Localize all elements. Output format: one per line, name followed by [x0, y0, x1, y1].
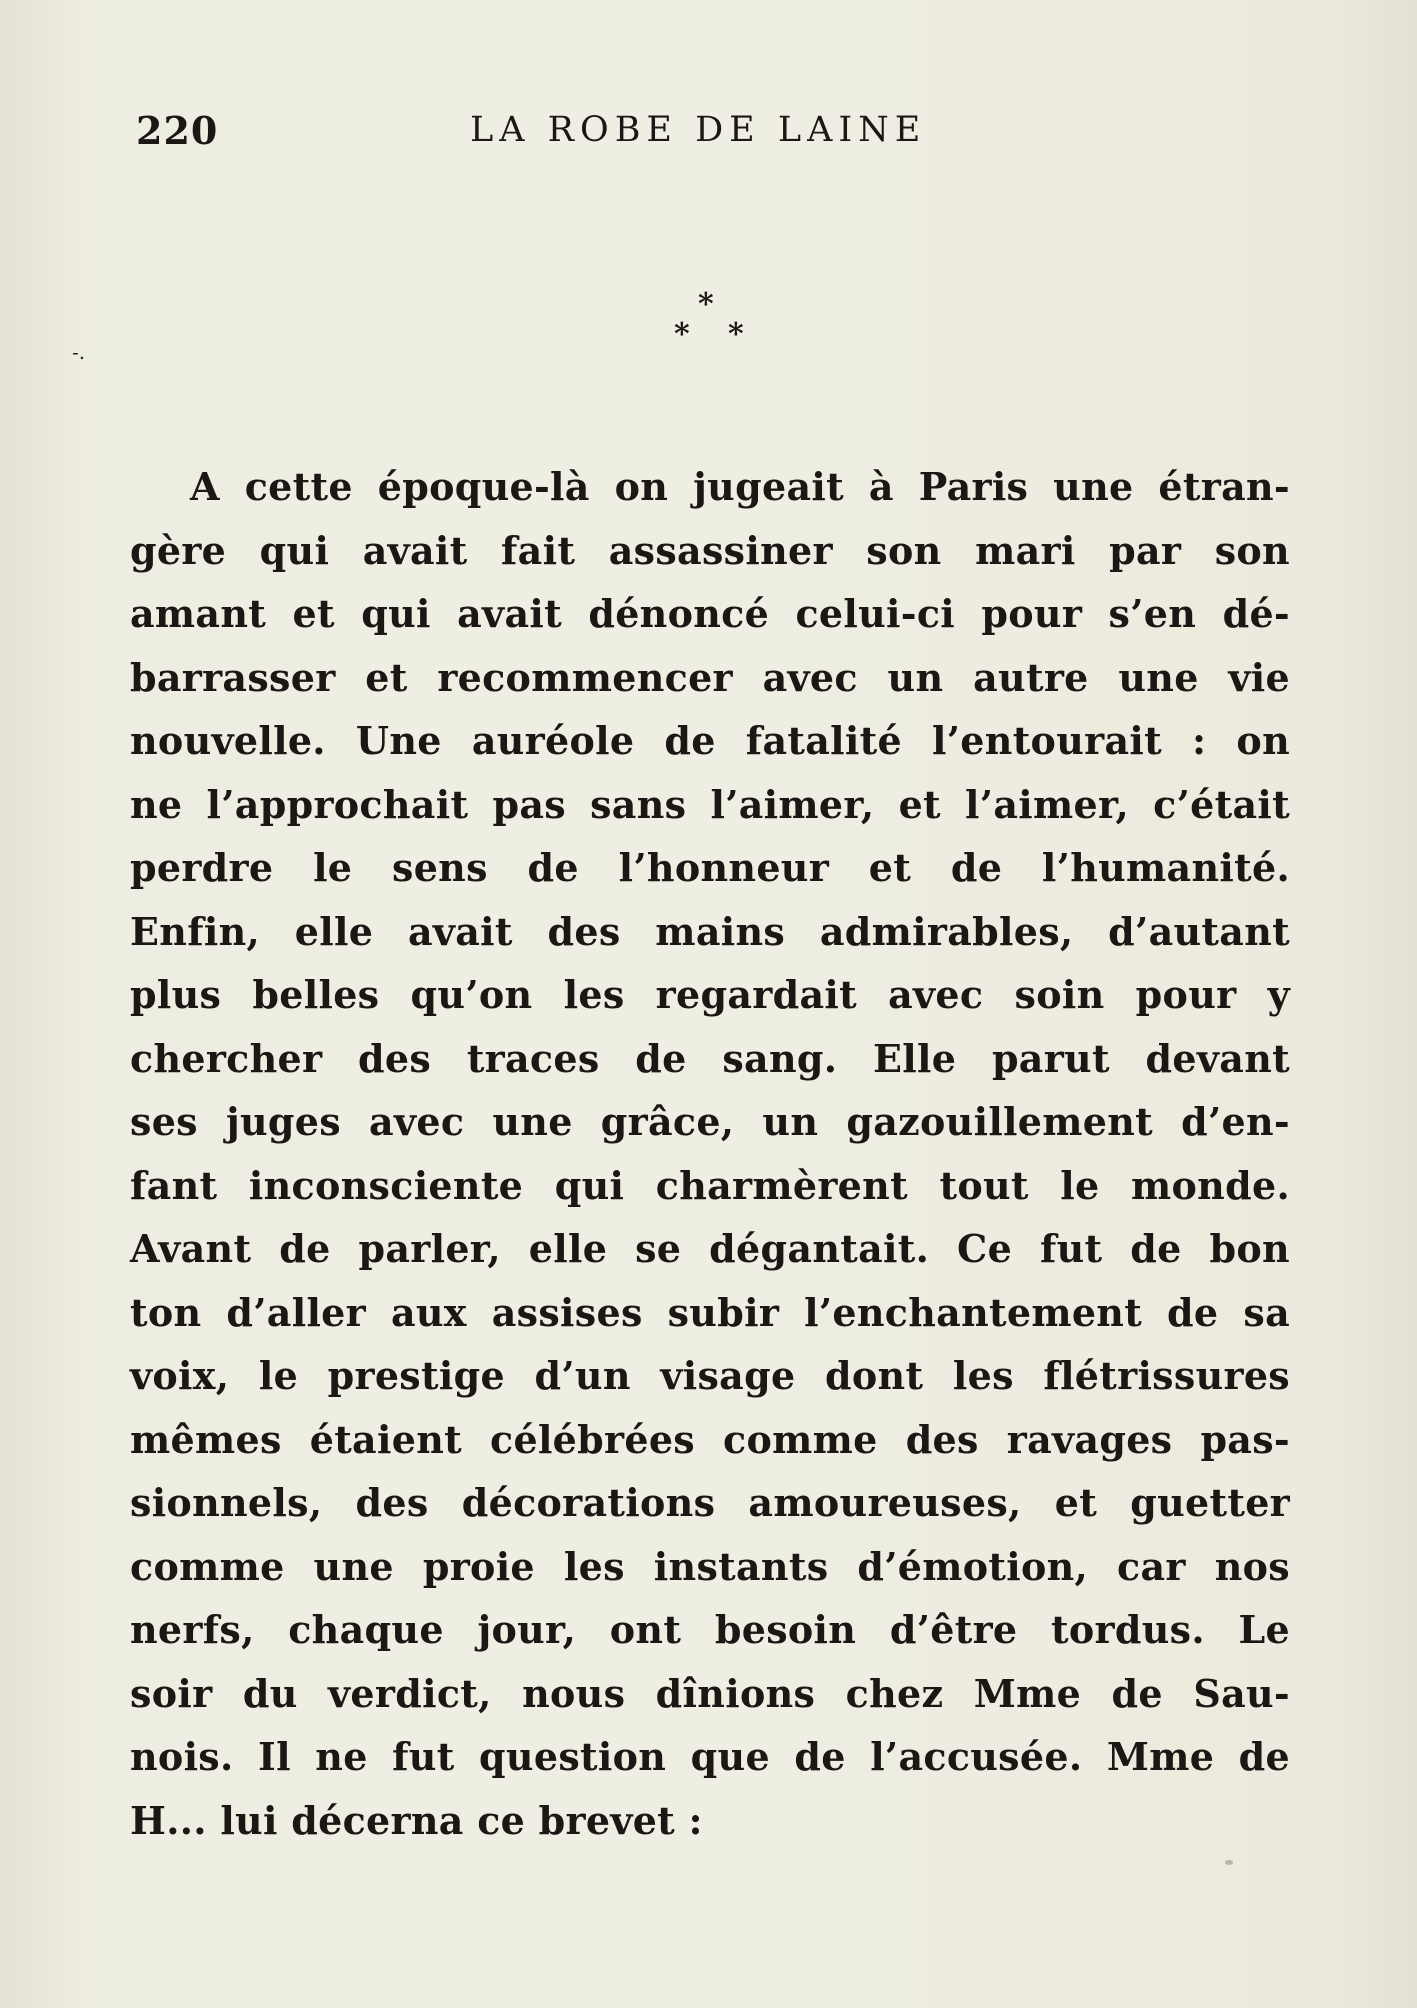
- running-title: LA ROBE DE LAINE: [470, 110, 927, 150]
- text-line: nois. Il ne fut question que de l’accusée. Mme de: [130, 1734, 1290, 1779]
- text-line: nerfs, chaque jour, ont besoin d’être tordus. Le: [130, 1607, 1290, 1652]
- text-line: Avant de parler, elle se dégantait. Ce fut de bon: [130, 1226, 1290, 1271]
- text-line: perdre le sens de l’honneur et de l’humanité.: [130, 845, 1290, 890]
- text-line: Enfin, elle avait des mains admirables, d’autant: [130, 908, 1290, 954]
- margin-mark: -.: [72, 340, 86, 364]
- page-number: 220: [136, 108, 219, 153]
- text-line: H... lui décerna ce brevet :: [130, 1797, 703, 1843]
- running-head: [130, 108, 1300, 168]
- paper-speck: [1225, 1860, 1233, 1865]
- text-line: mêmes étaient célébrées comme des ravages pas-: [130, 1416, 1290, 1462]
- text-line: A cette époque-là on jugeait à Paris une étran-: [190, 464, 1290, 509]
- text-line: gère qui avait fait assassiner son mari par son: [130, 527, 1290, 573]
- text-line: ses juges avec une grâce, un gazouillement d’en-: [130, 1099, 1290, 1144]
- text-line: fant inconsciente qui charmèrent tout le monde.: [130, 1162, 1290, 1208]
- text-line: barrasser et recommencer avec un autre une vie: [130, 654, 1290, 700]
- asterism-star: *: [674, 317, 690, 352]
- text-line: soir du verdict, nous dînions chez Mme de Sau-: [130, 1670, 1290, 1716]
- text-line: comme une proie les instants d’émotion, car nos: [130, 1543, 1290, 1589]
- asterism-separator: [668, 287, 768, 360]
- text-line: nouvelle. Une auréole de fatalité l’entourait : on: [130, 718, 1290, 763]
- text-line: ton d’aller aux assises subir l’enchantement de sa: [130, 1289, 1290, 1335]
- text-line: sionnels, des décorations amoureuses, et guetter: [130, 1480, 1290, 1525]
- asterism-star: *: [728, 317, 744, 352]
- paragraph: [130, 455, 1290, 1852]
- asterism-star: *: [698, 287, 714, 322]
- text-line: amant et qui avait dénoncé celui-ci pour s’en dé-: [130, 591, 1290, 636]
- text-line: chercher des traces de sang. Elle parut devant: [130, 1035, 1290, 1081]
- text-line: plus belles qu’on les regardait avec soin pour y: [130, 972, 1290, 1017]
- text-line: ne l’approchait pas sans l’aimer, et l’aimer, c’était: [130, 781, 1290, 827]
- text-line: voix, le prestige d’un visage dont les flétrissures: [130, 1353, 1290, 1398]
